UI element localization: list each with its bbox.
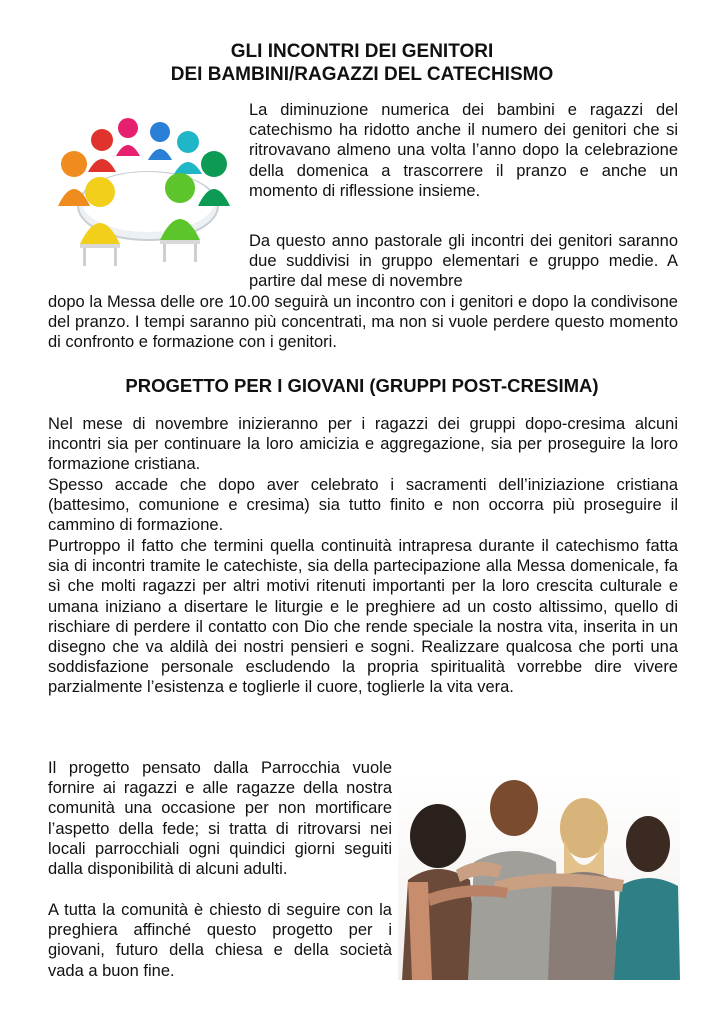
section2-paragraph-4: Il progetto pensato dalla Parrocchia vuole fornire ai ragazzi e alle ragazze della nostra comunità una occasione per non mortificare l’aspetto della fede; si tratta di ritrovarsi nei locali parrocchiali ogni quindici giorni seguiti dalla disponibilità di alcuni adulti. <box>48 759 392 879</box>
section1-title-line1: GLI INCONTRI DEI GENITORI <box>230 41 494 62</box>
section2-title: PROGETTO PER I GIOVANI (GRUPPI POST-CRESIMA) <box>125 375 599 396</box>
section1-paragraph-1: La diminuzione numerica dei bambini e ragazzi del catechismo ha ridotto anche il numero dei genitori che si ritrovavano almeno una volta l’anno dopo la celebrazione della domenica a trascorrere il pranzo e anche un momento di riflessione insieme. <box>249 101 678 200</box>
section2-paragraph-2: Spesso accade che dopo aver celebrato i sacramenti dell’iniziazione cristiana (battesimo, comunione e cresima) sia tutto finito e non occorra più proseguire il cammino di formazione. <box>48 476 678 535</box>
section1-title-line2: DEI BAMBINI/RAGAZZI DEL CATECHISMO <box>170 64 554 85</box>
meeting-table-illustration <box>50 106 240 271</box>
youth-group-photo <box>398 770 680 980</box>
section1-paragraph-2-wrapped: Da questo anno pastorale gli incontri dei genitori saranno due suddivisi in gruppo elementari e gruppo medie. A partire dal mese di novembre <box>249 232 678 291</box>
section2-paragraph-1: Nel mese di novembre inizieranno per i ragazzi dei gruppi dopo-cresima alcuni incontri sia per continuare la loro amicizia e aggregazione, sia per proseguire la loro formazione cristiana. <box>48 415 678 474</box>
section1-paragraph-2-full: dopo la Messa delle ore 10.00 seguirà un incontro con i genitori e dopo la condivisone del pranzo. I tempi saranno più concentrati, ma non si vuole perdere questo momento di confronto e formazione con i genitori. <box>48 293 678 352</box>
section2-paragraph-3: Purtroppo il fatto che termini quella continuità intrapresa durante il catechismo fatta sia di incontri tramite le catechiste, sia della partecipazione alla Messa domenicale, fa sì che molti ragazzi per altri motivi ritenuti importanti per la loro crescita culturale e umana iniziano a disertare le liturgie e le preghiere ad un costo altissimo, quello di rischiare di perdere il contatto con Dio che rende speciale la nostra vita, inserita in un disegno che va aldilà dei nostri pensieri e sogni. Realizzare qualcosa che porti una soddisfazione personale escludendo la propria spiritualità vorrebbe dire vivere parzialmente l’esistenza e toglierle il cuore, toglierle la vita vera. <box>48 537 678 697</box>
section2-paragraph-5: A tutta la comunità è chiesto di seguire con la preghiera affinché questo progetto per i giovani, futuro della chiesa e della società vada a buon fine. <box>48 901 392 980</box>
